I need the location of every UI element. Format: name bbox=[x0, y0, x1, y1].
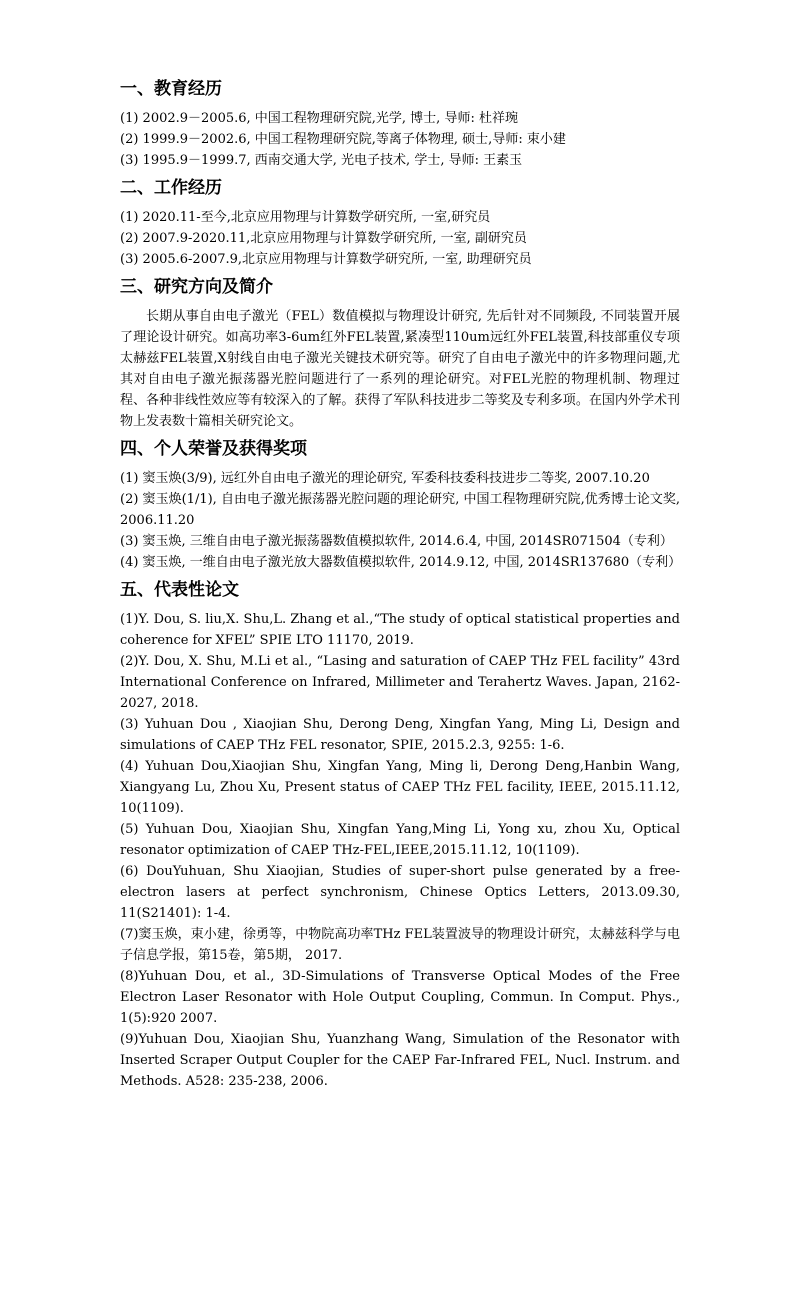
paper-item: (4) Yuhuan Dou,Xiaojian Shu, Xingfan Yang, Ming li, Derong Deng,Hanbin Wang, Xiangyang Lu, Zhou Xu, Present status of CAEP THz FEL facility, IEEE, 2015.11.12, 10(1109). bbox=[120, 759, 680, 816]
education-item: (3) 1995.9－1999.7, 西南交通大学, 光电子技术, 学士, 导师: 王素玉 bbox=[120, 153, 523, 168]
work-section bbox=[120, 175, 680, 270]
honors-section bbox=[120, 436, 680, 573]
work-heading: 二、工作经历 bbox=[120, 178, 222, 198]
honor-item: (3) 窦玉焕, 三维自由电子激光振荡器数值模拟软件, 2014.6.4, 中国, 2014SR071504（专利） bbox=[120, 534, 673, 549]
paper-item: (5) Yuhuan Dou, Xiaojian Shu, Xingfan Yang,Ming Li, Yong xu, zhou Xu, Optical resonator optimization of CAEP THz-FEL,IEEE,2015.11.12, 10(1109). bbox=[120, 822, 680, 858]
paper-item: (8)Yuhuan Dou, et al., 3D-Simulations of Transverse Optical Modes of the Free Electron Laser Resonator with Hole Output Coupling, Commun. In Comput. Phys., 1(5):920 2007. bbox=[120, 969, 680, 1026]
research-heading: 三、研究方向及简介 bbox=[120, 277, 273, 297]
education-item: (2) 1999.9－2002.6, 中国工程物理研究院,等离子体物理, 硕士,导师: 束小建 bbox=[120, 132, 566, 147]
honor-item: (4) 窦玉焕, 一维自由电子激光放大器数值模拟软件, 2014.9.12, 中国, 2014SR137680（专利） bbox=[120, 555, 682, 570]
papers-section bbox=[120, 577, 680, 1092]
education-item: (1) 2002.9－2005.6, 中国工程物理研究院,光学, 博士, 导师: 杜祥琬 bbox=[120, 111, 518, 126]
work-item: (3) 2005.6-2007.9,北京应用物理与计算数学研究所, 一室, 助理研究员 bbox=[120, 252, 532, 267]
papers-heading: 五、代表性论文 bbox=[120, 580, 239, 600]
paper-item: (3) Yuhuan Dou , Xiaojian Shu, Derong Deng, Xingfan Yang, Ming Li, Design and simulations of CAEP THz FEL resonator, SPIE, 2015.2.3, 9255: 1-6. bbox=[120, 717, 680, 753]
work-item: (1) 2020.11-至今,北京应用物理与计算数学研究所, 一室,研究员 bbox=[120, 210, 491, 225]
paper-item: (7)窦玉焕，束小建，徐勇等，中物院高功率THz FEL装置波导的物理设计研究，太赫兹科学与电子信息学报，第15卷，第5期， 2017. bbox=[120, 927, 680, 963]
paper-item: (9)Yuhuan Dou, Xiaojian Shu, Yuanzhang Wang, Simulation of the Resonator with Inserted Scraper Output Coupler for the CAEP Far-Infrared FEL, Nucl. Instrum. and Methods. A528: 235-238, 2006. bbox=[120, 1032, 680, 1089]
research-paragraph: 长期从事自由电子激光（FEL）数值模拟与物理设计研究, 先后针对不同频段, 不同装置开展了理论设计研究。如高功率3-6um红外FEL装置,紧凑型110um远红外FEL装置,科技部重仪专项太赫兹FEL装置,X射线自由电子激光关键技术研究等。研究了自由电子激光中的许多物理问题,尤其对自由电子激光振荡器光腔问题进行了一系列的理论研究。对FEL光腔的物理机制、物理过程、各种非线性效应等有较深入的了解。获得了军队科技进步二等奖及专利多项。在国内外学术刊物上发表数十篇相关研究论文。 bbox=[120, 309, 680, 429]
honor-item: (1) 窦玉焕(3/9), 远红外自由电子激光的理论研究, 军委科技委科技进步二等奖, 2007.10.20 bbox=[120, 471, 650, 486]
document-page bbox=[120, 76, 680, 1094]
paper-item: (6) DouYuhuan, Shu Xiaojian, Studies of super-short pulse generated by a free-electron lasers at perfect synchronism, Chinese Optics Letters, 2013.09.30, 11(S21401): 1-4. bbox=[120, 864, 680, 921]
honors-heading: 四、个人荣誉及获得奖项 bbox=[120, 439, 307, 459]
education-section bbox=[120, 76, 680, 171]
education-heading: 一、教育经历 bbox=[120, 79, 222, 99]
research-section bbox=[120, 274, 680, 432]
paper-item: (1)Y. Dou, S. liu,X. Shu,L. Zhang et al.,“The study of optical statistical properties and coherence for XFEL” SPIE LTO 11170, 2019. bbox=[120, 612, 680, 648]
work-item: (2) 2007.9-2020.11,北京应用物理与计算数学研究所, 一室, 副研究员 bbox=[120, 231, 527, 246]
paper-item: (2)Y. Dou, X. Shu, M.Li et al., “Lasing and saturation of CAEP THz FEL facility” 43rd International Conference on Infrared, Millimeter and Terahertz Waves. Japan, 2162-2027, 2018. bbox=[120, 654, 680, 711]
honor-item: (2) 窦玉焕(1/1), 自由电子激光振荡器光腔问题的理论研究, 中国工程物理研究院,优秀博士论文奖, 2006.11.20 bbox=[120, 492, 680, 528]
